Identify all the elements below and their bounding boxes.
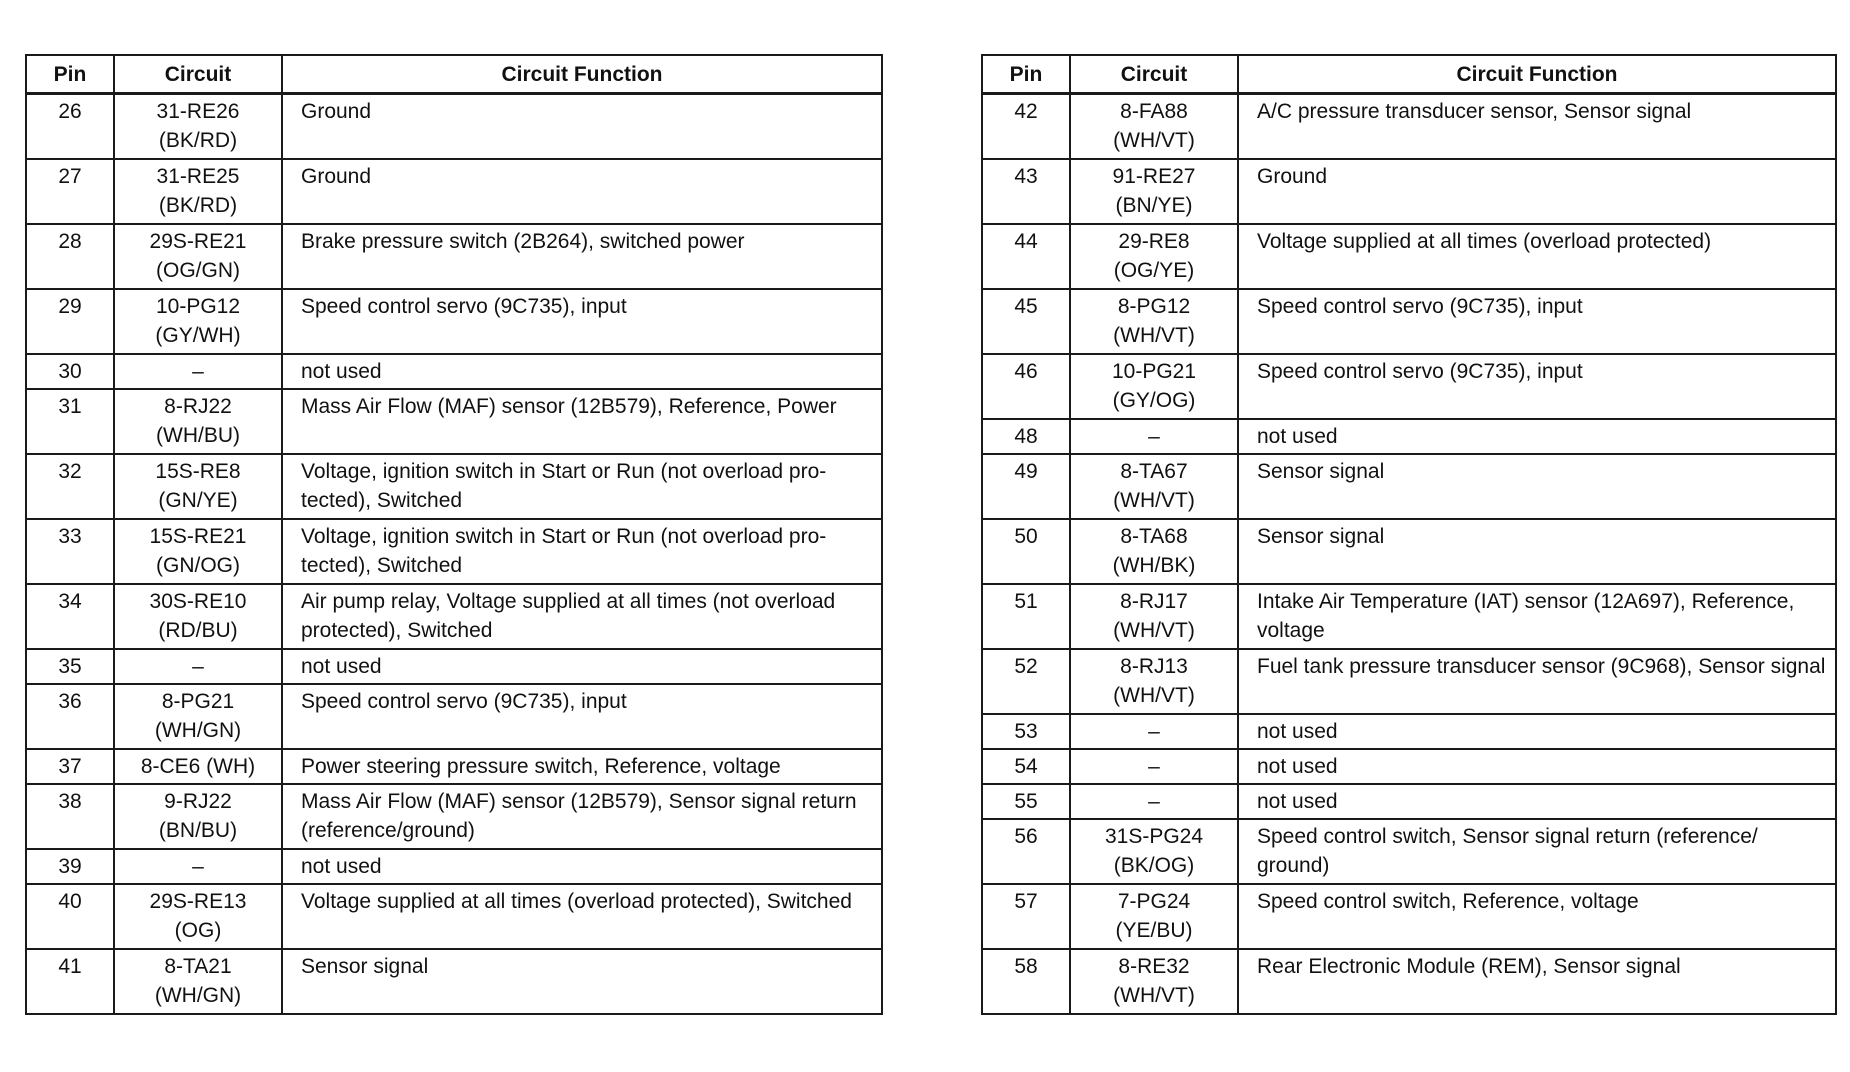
table-row bbox=[26, 354, 882, 389]
circuit-code: 29S-RE21 bbox=[149, 230, 247, 253]
circuit-function: not used bbox=[1238, 419, 1836, 454]
table-row bbox=[26, 749, 882, 784]
circuit-function: Ground bbox=[282, 159, 882, 224]
circuit-code: 8-RJ22 bbox=[164, 395, 232, 418]
circuit-function: Intake Air Temperature (IAT) sensor (12A697), Reference, voltage bbox=[1238, 584, 1836, 649]
table-row bbox=[26, 584, 882, 649]
circuit-cell bbox=[1070, 649, 1238, 714]
pin-number: 58 bbox=[982, 949, 1070, 1014]
pin-number: 40 bbox=[26, 884, 114, 949]
circuit-function: Voltage, ignition switch in Start or Run (not overload pro-tected), Switched bbox=[282, 519, 882, 584]
pin-number: 57 bbox=[982, 884, 1070, 949]
pin-number: 31 bbox=[26, 389, 114, 454]
circuit-function: Sensor signal bbox=[1238, 519, 1836, 584]
circuit-cell bbox=[114, 884, 282, 949]
circuit-code: – bbox=[1148, 790, 1160, 813]
pin-number: 56 bbox=[982, 819, 1070, 884]
wire-color: (GY/OG) bbox=[1112, 389, 1196, 412]
circuit-function: Voltage supplied at all times (overload protected), Switched bbox=[282, 884, 882, 949]
pin-table-left bbox=[25, 54, 883, 1015]
circuit-cell bbox=[1070, 159, 1238, 224]
circuit-function: not used bbox=[282, 849, 882, 884]
circuit-function: not used bbox=[282, 649, 882, 684]
table-row bbox=[982, 819, 1836, 884]
pin-number: 35 bbox=[26, 649, 114, 684]
header-circuit: Circuit bbox=[114, 55, 282, 94]
table-header-row bbox=[982, 55, 1836, 94]
wire-color: (GY/WH) bbox=[155, 324, 241, 347]
circuit-code: 29-RE8 bbox=[1118, 230, 1190, 253]
table-row bbox=[982, 159, 1836, 224]
circuit-cell bbox=[1070, 819, 1238, 884]
header-circuit-function: Circuit Function bbox=[282, 55, 882, 94]
circuit-code: 15S-RE8 bbox=[155, 460, 241, 483]
circuit-code: 29S-RE13 bbox=[149, 890, 247, 913]
circuit-cell bbox=[1070, 714, 1238, 749]
pin-number: 37 bbox=[26, 749, 114, 784]
header-circuit: Circuit bbox=[1070, 55, 1238, 94]
pin-number: 32 bbox=[26, 454, 114, 519]
table-row bbox=[26, 159, 882, 224]
circuit-cell bbox=[1070, 519, 1238, 584]
circuit-code: – bbox=[192, 360, 204, 383]
wire-color: (OG) bbox=[174, 919, 222, 942]
pin-number: 52 bbox=[982, 649, 1070, 714]
pin-table-left-body bbox=[26, 94, 882, 1015]
circuit-code: 8-RJ17 bbox=[1120, 590, 1188, 613]
circuit-code: 9-RJ22 bbox=[164, 790, 232, 813]
circuit-cell bbox=[114, 684, 282, 749]
pin-table-right bbox=[981, 54, 1837, 1015]
circuit-function: Voltage, ignition switch in Start or Run (not overload pro-tected), Switched bbox=[282, 454, 882, 519]
circuit-code: – bbox=[192, 855, 204, 878]
table-row bbox=[26, 884, 882, 949]
circuit-cell bbox=[114, 949, 282, 1014]
table-row bbox=[26, 389, 882, 454]
circuit-cell bbox=[1070, 884, 1238, 949]
circuit-function: Mass Air Flow (MAF) sensor (12B579), Sensor signal return (reference/ground) bbox=[282, 784, 882, 849]
table-row bbox=[982, 584, 1836, 649]
wire-color: (WH/VT) bbox=[1113, 984, 1195, 1007]
circuit-code: 8-CE6 (WH) bbox=[140, 755, 256, 778]
circuit-function: Sensor signal bbox=[1238, 454, 1836, 519]
circuit-function: Speed control switch, Reference, voltage bbox=[1238, 884, 1836, 949]
circuit-code: – bbox=[1148, 755, 1160, 778]
circuit-cell bbox=[114, 94, 282, 160]
table-row bbox=[982, 224, 1836, 289]
table-row bbox=[26, 519, 882, 584]
circuit-cell bbox=[1070, 949, 1238, 1014]
circuit-cell bbox=[114, 389, 282, 454]
circuit-cell bbox=[114, 519, 282, 584]
circuit-code: 30S-RE10 bbox=[149, 590, 247, 613]
table-row bbox=[982, 749, 1836, 784]
circuit-code: 31-RE25 bbox=[156, 165, 240, 188]
circuit-function: Fuel tank pressure transducer sensor (9C968), Sensor signal bbox=[1238, 649, 1836, 714]
pin-number: 45 bbox=[982, 289, 1070, 354]
wire-color: (WH/BK) bbox=[1112, 554, 1196, 577]
circuit-function: not used bbox=[1238, 714, 1836, 749]
pin-number: 34 bbox=[26, 584, 114, 649]
wire-color: (BK/OG) bbox=[1113, 854, 1195, 877]
wire-color: (WH/VT) bbox=[1113, 129, 1195, 152]
circuit-cell bbox=[1070, 584, 1238, 649]
circuit-function: not used bbox=[1238, 784, 1836, 819]
wire-color: (GN/OG) bbox=[156, 554, 240, 577]
table-row bbox=[26, 849, 882, 884]
circuit-function: Speed control servo (9C735), input bbox=[1238, 289, 1836, 354]
pin-number: 28 bbox=[26, 224, 114, 289]
circuit-function: Ground bbox=[1238, 159, 1836, 224]
header-circuit-function: Circuit Function bbox=[1238, 55, 1836, 94]
circuit-function: Speed control servo (9C735), input bbox=[1238, 354, 1836, 419]
pin-number: 49 bbox=[982, 454, 1070, 519]
pin-number: 38 bbox=[26, 784, 114, 849]
pin-number: 41 bbox=[26, 949, 114, 1014]
circuit-code: – bbox=[1148, 425, 1160, 448]
table-row bbox=[982, 949, 1836, 1014]
circuit-function: A/C pressure transducer sensor, Sensor signal bbox=[1238, 94, 1836, 160]
table-row bbox=[26, 94, 882, 160]
table-row bbox=[982, 884, 1836, 949]
circuit-function: Mass Air Flow (MAF) sensor (12B579), Reference, Power bbox=[282, 389, 882, 454]
circuit-cell bbox=[114, 224, 282, 289]
pin-number: 54 bbox=[982, 749, 1070, 784]
table-header-row bbox=[26, 55, 882, 94]
table-row bbox=[982, 419, 1836, 454]
circuit-function: Power steering pressure switch, Reference, voltage bbox=[282, 749, 882, 784]
wire-color: (WH/VT) bbox=[1113, 619, 1195, 642]
table-row bbox=[26, 949, 882, 1014]
circuit-code: 7-PG24 bbox=[1117, 890, 1191, 913]
wire-color: (WH/BU) bbox=[156, 424, 240, 447]
circuit-code: 15S-RE21 bbox=[149, 525, 247, 548]
circuit-function: Speed control switch, Sensor signal return (reference/ ground) bbox=[1238, 819, 1836, 884]
table-row bbox=[982, 714, 1836, 749]
table-row bbox=[982, 354, 1836, 419]
circuit-cell bbox=[114, 649, 282, 684]
circuit-cell bbox=[114, 849, 282, 884]
pin-number: 44 bbox=[982, 224, 1070, 289]
table-row bbox=[26, 784, 882, 849]
circuit-code: – bbox=[1148, 720, 1160, 743]
wire-color: (WH/GN) bbox=[154, 719, 242, 742]
circuit-code: 31S-PG24 bbox=[1104, 825, 1204, 848]
circuit-cell bbox=[1070, 224, 1238, 289]
pin-number: 46 bbox=[982, 354, 1070, 419]
circuit-code: 31-RE26 bbox=[156, 100, 240, 123]
wire-color: (WH/VT) bbox=[1113, 324, 1195, 347]
wire-color: (RD/BU) bbox=[158, 619, 238, 642]
circuit-cell bbox=[114, 354, 282, 389]
wire-color: (BN/BU) bbox=[158, 819, 238, 842]
table-row bbox=[26, 289, 882, 354]
table-row bbox=[982, 94, 1836, 160]
pin-number: 36 bbox=[26, 684, 114, 749]
header-pin: Pin bbox=[982, 55, 1070, 94]
wire-color: (WH/VT) bbox=[1113, 684, 1195, 707]
circuit-function: Brake pressure switch (2B264), switched power bbox=[282, 224, 882, 289]
circuit-cell bbox=[114, 784, 282, 849]
table-row bbox=[26, 224, 882, 289]
pin-number: 53 bbox=[982, 714, 1070, 749]
circuit-function: Rear Electronic Module (REM), Sensor signal bbox=[1238, 949, 1836, 1014]
circuit-cell bbox=[1070, 419, 1238, 454]
wire-color: (BN/YE) bbox=[1115, 194, 1193, 217]
table-row bbox=[982, 649, 1836, 714]
circuit-cell bbox=[1070, 454, 1238, 519]
circuit-function: Voltage supplied at all times (overload protected) bbox=[1238, 224, 1836, 289]
circuit-function: Sensor signal bbox=[282, 949, 882, 1014]
circuit-code: 91-RE27 bbox=[1112, 165, 1196, 188]
pin-number: 50 bbox=[982, 519, 1070, 584]
table-row bbox=[982, 519, 1836, 584]
circuit-code: – bbox=[192, 655, 204, 678]
wire-color: (OG/GN) bbox=[156, 259, 240, 282]
header-pin: Pin bbox=[26, 55, 114, 94]
wire-color: (BK/RD) bbox=[158, 129, 238, 152]
circuit-code: 8-RE32 bbox=[1118, 955, 1190, 978]
circuit-code: 8-TA21 bbox=[164, 955, 232, 978]
pin-number: 43 bbox=[982, 159, 1070, 224]
circuit-cell bbox=[114, 159, 282, 224]
circuit-cell bbox=[1070, 784, 1238, 819]
pin-table-right-body bbox=[982, 94, 1836, 1015]
pin-number: 42 bbox=[982, 94, 1070, 160]
pin-number: 27 bbox=[26, 159, 114, 224]
wire-color: (YE/BU) bbox=[1115, 919, 1193, 942]
pin-number: 55 bbox=[982, 784, 1070, 819]
table-row bbox=[26, 454, 882, 519]
circuit-code: 8-TA68 bbox=[1120, 525, 1188, 548]
circuit-cell bbox=[1070, 749, 1238, 784]
wire-color: (BK/RD) bbox=[158, 194, 238, 217]
circuit-function: not used bbox=[282, 354, 882, 389]
pin-number: 48 bbox=[982, 419, 1070, 454]
pin-number: 51 bbox=[982, 584, 1070, 649]
circuit-function: Air pump relay, Voltage supplied at all times (not overload protected), Switched bbox=[282, 584, 882, 649]
circuit-cell bbox=[114, 289, 282, 354]
pin-number: 30 bbox=[26, 354, 114, 389]
wire-color: (OG/YE) bbox=[1113, 259, 1195, 282]
circuit-cell bbox=[114, 584, 282, 649]
circuit-cell bbox=[1070, 289, 1238, 354]
pin-number: 33 bbox=[26, 519, 114, 584]
table-row bbox=[982, 784, 1836, 819]
table-row bbox=[26, 649, 882, 684]
table-row bbox=[982, 454, 1836, 519]
circuit-code: 8-PG12 bbox=[1117, 295, 1191, 318]
circuit-cell bbox=[1070, 94, 1238, 160]
wire-color: (WH/GN) bbox=[154, 984, 242, 1007]
pin-number: 29 bbox=[26, 289, 114, 354]
circuit-function: Ground bbox=[282, 94, 882, 160]
circuit-code: 8-TA67 bbox=[1120, 460, 1188, 483]
pin-number: 39 bbox=[26, 849, 114, 884]
circuit-cell bbox=[114, 454, 282, 519]
circuit-cell bbox=[1070, 354, 1238, 419]
circuit-code: 8-RJ13 bbox=[1120, 655, 1188, 678]
circuit-code: 8-FA88 bbox=[1120, 100, 1188, 123]
circuit-function: Speed control servo (9C735), input bbox=[282, 289, 882, 354]
circuit-function: not used bbox=[1238, 749, 1836, 784]
wire-color: (GN/YE) bbox=[158, 489, 238, 512]
circuit-code: 10-PG12 bbox=[155, 295, 241, 318]
wire-color: (WH/VT) bbox=[1113, 489, 1195, 512]
circuit-code: 10-PG21 bbox=[1111, 360, 1197, 383]
pin-number: 26 bbox=[26, 94, 114, 160]
table-row bbox=[982, 289, 1836, 354]
circuit-function: Speed control servo (9C735), input bbox=[282, 684, 882, 749]
table-row bbox=[26, 684, 882, 749]
circuit-code: 8-PG21 bbox=[161, 690, 235, 713]
circuit-cell bbox=[114, 749, 282, 784]
